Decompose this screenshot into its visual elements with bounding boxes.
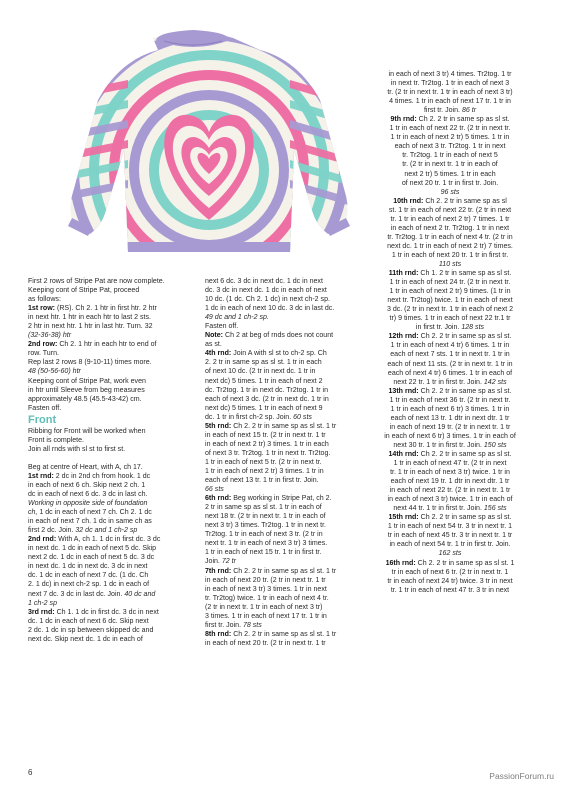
- rnd4-line: 2. 2 tr in same sp as sl st. 1 tr in each: [205, 359, 322, 367]
- rnd13-line: each of next 13 tr. 1 dtr in next dtr. 1 tr: [390, 414, 510, 422]
- rnd13-label: 13th rnd:: [388, 387, 419, 395]
- rnd3-cont-line: 1 dc in each of next 10 dc. 3 dc in last dc.: [205, 305, 335, 313]
- note-line: as st.: [205, 341, 222, 349]
- repeat-line: Rep last 2 rows 8 (9-10-11) times more.: [28, 359, 152, 367]
- rnd1-text: 1 dc in each of next 7 ch. Ch 2. 1 dc: [37, 509, 152, 517]
- begin-line: Beg at centre of Heart, with A, ch 17.: [28, 463, 143, 471]
- rnd7-text: Ch 2. 2 tr in same sp as sl st. 1 tr: [231, 567, 337, 575]
- rnd13-text: Ch 2. 2 tr in same sp as sl st.: [418, 387, 512, 395]
- repeat-line: in htr until Sleeve from beg measures: [28, 386, 145, 394]
- column-right: [369, 70, 531, 595]
- front-line: Ribbing for Front will be worked when: [28, 427, 146, 435]
- section-heading-front: Front: [28, 413, 57, 426]
- rnd3-cont-line: 10 dc. (1 dc. Ch 2. 1 dc) in next ch-2 sp.: [205, 296, 330, 304]
- rnd8-cont-line: tr. (2 tr in next tr. 1 tr in each of next 3 tr): [387, 89, 513, 97]
- rnd4-line: of next 10 dc. (2 tr in next dc. 1 tr in: [205, 368, 316, 376]
- rnd2-count: 40 dc and: [124, 590, 156, 598]
- rnd7-count: 78 sts: [242, 621, 262, 629]
- rnd10-count: 110 sts: [438, 260, 462, 268]
- rnd12-text: next 22 tr. 1 tr in first tr. Join.: [393, 378, 484, 386]
- rnd3-label: 3rd rnd:: [28, 608, 55, 616]
- rnd8-text: Ch 2. 2 tr in same sp as sl st. 1 tr: [231, 630, 337, 638]
- rnd15-text: Ch 2. 2 tr in same sp as sl st.: [418, 514, 512, 522]
- rnd6-line: next tr. 1 tr in each of next 3 tr) 3 times.: [205, 540, 328, 548]
- rnd2-line: in next dc. 1 dc in next dc. 3 dc in next: [28, 563, 148, 571]
- rnd12-text: Ch 2. 2 tr in same sp as sl st.: [418, 333, 512, 341]
- rnd9-line: tr. Tr2tog. 1 tr in each of next 5: [402, 152, 498, 160]
- rnd13-text: next 30 tr. 1 tr in first tr. Join.: [393, 441, 484, 449]
- rnd2-line: next 2 dc. 1 dc in each of next 5 dc. 3 dc: [28, 554, 155, 562]
- rnd5-line: in each of next 2 tr) 3 times. 1 tr in each: [205, 440, 329, 448]
- rnd9-line: tr. (2 tr in next tr. 1 tr in each of: [402, 161, 498, 169]
- rnd7-line: [205, 567, 361, 576]
- rnd12-line: 1 tr in each of next 4 tr) 6 times. 1 tr in: [390, 342, 510, 350]
- rnd2-count: 1 ch-2 sp: [28, 599, 57, 607]
- rnd10-line: next dc. 1 tr in each of next 2 tr) 7 times.: [387, 242, 513, 250]
- rnd2-text: With A, ch 1. 1 dc in first dc. 3 dc: [56, 536, 161, 544]
- rnd8-count: 86 tr: [461, 107, 477, 115]
- watermark: PassionForum.ru: [489, 771, 554, 781]
- rnd12-line: [369, 332, 531, 341]
- rnd4-text: Join A with sl st to ch-2 sp. Ch: [231, 350, 327, 358]
- rnd11-text: in first tr. Join.: [415, 324, 462, 332]
- rnd6-line: next 3 tr) 3 times. Tr2tog. 1 tr in next tr.: [205, 522, 327, 530]
- rnd7-line: in each of next 3 tr) 3 times. 1 tr in next: [205, 585, 327, 593]
- rnd13-line: [369, 387, 531, 396]
- rnd7-line: in each of next 20 tr. (2 tr in next tr. 1 tr: [205, 576, 326, 584]
- rnd4-line: dc. Tr2tog. 1 tr in next dc. Tr2tog. 1 tr in: [205, 386, 328, 394]
- rnd2-text: next 7 dc. 3 dc in last dc. Join.: [28, 590, 125, 598]
- rnd9-line: each of next 3 tr. Tr2tog. 1 tr in next: [394, 143, 506, 151]
- rnd6-text: Join.: [205, 558, 222, 566]
- note-label: Note:: [205, 332, 224, 340]
- rnd13-line: 1 tr in each of next 36 tr. (2 tr in next tr.: [389, 396, 511, 404]
- rnd12-line: each of next 11 sts. (2 tr in next tr. 1 tr in: [387, 360, 513, 368]
- rnd6-text: Beg working in Stripe Pat, ch 2.: [231, 495, 332, 503]
- rnd15-line: [369, 513, 531, 522]
- rnd1-text: first 2 dc. Join.: [28, 527, 76, 535]
- column-middle: [205, 277, 361, 648]
- rnd9-line: 1 tr in each of next 2 tr) 5 times. 1 tr in: [390, 134, 510, 142]
- column-left: [28, 277, 198, 644]
- rnd16-line: tr in each of next 24 tr) twice. 3 tr in next: [387, 577, 513, 585]
- rnd1-line: dc in each of next 6 dc. 3 dc in last ch.: [28, 490, 148, 498]
- rnd2-line: [28, 590, 198, 599]
- rnd12-line: each of next 4 tr) 6 times. 1 tr in each of: [387, 369, 513, 377]
- rnd10-label: 10th rnd:: [393, 197, 424, 205]
- rnd4-text: dc. 1 tr in first ch-2 sp. Join.: [205, 413, 294, 421]
- rnd14-line: [369, 504, 531, 513]
- intro-line: Keeping cont of Stripe Pat, proceed: [28, 287, 140, 295]
- rnd16-text: Ch 2. 2 tr in same sp as sl st. 1: [415, 559, 515, 567]
- rnd1-line: in each of next 6 ch. Skip next 2 ch. 1: [28, 481, 146, 489]
- rnd13-count: 150 sts: [483, 441, 507, 449]
- rnd13-line: in each of next 6 tr) 3 times. 1 tr in each of: [384, 432, 516, 440]
- rnd16-line: [369, 559, 531, 568]
- row1-text: (RS). Ch 2. 1 htr in first htr. 2 htr: [55, 305, 157, 313]
- row2-text: Ch 2. 1 htr in each htr to end of: [57, 341, 157, 349]
- rnd1-text: 2 dc in 2nd ch from hook. 1 dc: [53, 472, 151, 480]
- rnd6-line: Tr2tog. 1 tr in each of next 3 tr. (2 tr in: [205, 531, 323, 539]
- rnd11-text: Ch 1. 2 tr in same sp as sl st.: [418, 270, 512, 278]
- rnd13-line: 1 tr in each of next 6 tr) 3 times. 1 tr in: [390, 405, 510, 413]
- rnd4-line: each of next 3 dc. (2 tr in next dc. 1 tr in: [205, 395, 329, 403]
- front-line: Front is complete.: [28, 436, 85, 444]
- rnd14-label: 14th rnd:: [388, 450, 419, 458]
- rnd9-count: 96 sts: [440, 188, 460, 196]
- rnd2-line: dc. 1 dc in each of next 7 dc. (1 dc. Ch: [28, 572, 149, 580]
- rnd14-text: Ch 2. 2 tr in same sp as sl st.: [418, 450, 512, 458]
- rnd8-line: [205, 630, 361, 639]
- rnd11-line: 3 dc. (2 tr in next tr. 1 tr in each of next 2: [386, 306, 514, 314]
- rnd6-count: 72 tr: [221, 558, 236, 566]
- rnd3-cont-line: next 6 dc. 3 dc in next dc. 1 dc in next: [205, 278, 323, 285]
- page-number: 6: [28, 768, 33, 777]
- rnd8-label: 8th rnd:: [205, 630, 232, 638]
- rnd11-line: 1 tr in each of next 24 tr. (2 tr in next tr.: [389, 279, 511, 287]
- rnd5-line: 1 tr in each of next 2 tr) 3 times. 1 tr in: [205, 467, 324, 475]
- rnd7-text: first tr. Join.: [205, 621, 243, 629]
- rnd11-line: 1 tr in each of next 2 tr) 9 times. (1 tr in: [389, 288, 511, 296]
- rnd6-line: 2 tr in same sp as sl st. 1 tr in each of: [205, 504, 322, 512]
- rnd13-line: [369, 441, 531, 450]
- rnd12-line: [369, 378, 531, 387]
- rnd1-line: in each of next 7 ch. 1 dc in same ch as: [28, 518, 152, 526]
- rnd8-text: first tr. Join.: [423, 107, 462, 115]
- rnd12-label: 12th rnd:: [388, 333, 419, 341]
- row1-line: 2 htr in next htr. 1 htr in last htr. Turn. 32: [28, 323, 153, 331]
- rnd5-text: Ch 2. 2 tr in same sp as sl st. 1 tr: [231, 422, 337, 430]
- rnd10-line: in each of next 2 tr. Tr2tog. 1 tr in next: [390, 224, 510, 232]
- rnd10-line: tr. Tr2tog. 1 tr in each of next 4 tr. (2 tr in: [387, 233, 513, 241]
- rnd9-label: 9th rnd:: [390, 116, 417, 124]
- rnd14-line: [369, 450, 531, 459]
- rnd14-line: tr. 1 tr in each of next 3 tr) twice. 1 tr in: [390, 469, 510, 477]
- rnd7-label: 7th rnd:: [205, 567, 232, 575]
- rnd10-text: Ch 2. 2 tr in same sp as sl: [423, 197, 507, 205]
- rnd4-line: next dc) 5 times. 1 tr in each of next 2: [205, 377, 323, 385]
- sweater-photo: [28, 20, 358, 270]
- rnd15-line: 1 tr in each of next 54 tr. 3 tr in next tr. 1: [387, 523, 513, 531]
- rnd10-line: [369, 197, 531, 206]
- note-line: [205, 331, 361, 340]
- rnd8-line: in each of next 20 tr. (2 tr in next tr. 1 tr: [205, 639, 326, 647]
- rnd4-line: [205, 413, 361, 422]
- row2-line: [28, 340, 198, 349]
- rnd11-label: 11th rnd:: [388, 270, 419, 278]
- fasten-off: Fasten off.: [205, 323, 239, 331]
- rnd15-line: tr in each of next 45 tr. 3 tr in next tr. 1 tr: [387, 532, 513, 540]
- rnd9-line: 1 tr in each of next 22 tr. (2 tr in next tr.: [389, 125, 511, 133]
- rnd1-line: Working in opposite side of foundation: [28, 500, 148, 508]
- repeat-line: Keeping cont of Stripe Pat, work even: [28, 377, 146, 385]
- rnd5-label: 5th rnd:: [205, 422, 232, 430]
- rnd14-line: in each of next 22 tr. (2 tr in next tr. 1 tr: [389, 487, 511, 495]
- rnd13-line: in each of next 19 tr. (2 tr in next tr. 1 tr: [389, 423, 511, 431]
- rnd16-label: 16th rnd:: [385, 559, 416, 567]
- rnd14-text: next 44 tr. 1 tr in first tr. Join.: [393, 505, 484, 513]
- rnd5-line: each of next 13 tr. 1 tr in first tr. Join.: [205, 477, 319, 485]
- rnd14-line: 1 tr in each of next 47 tr. (2 tr in next: [393, 460, 507, 468]
- rnd12-line: each of next 7 sts. 1 tr in next tr. 1 tr in: [390, 351, 510, 359]
- rnd1-line: [28, 526, 198, 535]
- rnd1-italic: ch,: [28, 509, 38, 517]
- row1-line: in next htr. 1 htr in each htr to last 2 sts.: [28, 314, 151, 322]
- rnd7-line: (2 tr in next tr. 1 tr in each of next 3 tr): [205, 603, 323, 611]
- rnd12-count: 142 sts: [483, 378, 507, 386]
- rnd3-line: dc. 1 dc in each of next 6 dc. Skip next: [28, 617, 149, 625]
- rnd14-line: in each of next 3 tr) twice. 1 tr in each of: [387, 496, 513, 504]
- rnd7-line: [205, 621, 361, 630]
- row1-line: [28, 304, 198, 313]
- row2-label: 2nd row:: [28, 341, 58, 349]
- rnd11-line: tr) 9 times. 1 tr in each of next 22 tr.1 tr: [389, 315, 511, 323]
- rnd10-line: tr. 1 tr in each of next 2 tr) 7 times. 1 tr: [390, 215, 510, 223]
- rnd5-count: 66 sts: [205, 486, 224, 494]
- rnd2-label: 2nd rnd:: [28, 536, 57, 544]
- rnd15-line: in each of next 54 tr. 1 tr in first tr. Join.: [389, 541, 511, 549]
- row1-label: 1st row:: [28, 305, 56, 313]
- rnd5-line: in each of next 15 tr. (2 tr in next tr. 1 tr: [205, 431, 326, 439]
- rnd5-line: of next 3 tr. Tr2tog. 1 tr in next tr. Tr2tog.: [205, 449, 331, 457]
- rnd10-line: 1 tr in each of next 20 tr. 1 tr in first tr.: [391, 251, 509, 259]
- rnd14-line: each of next 19 tr. 1 dtr in next dtr. 1 tr: [390, 478, 510, 486]
- rnd5-line: [205, 422, 361, 431]
- rnd4-count: 60 sts: [293, 413, 312, 421]
- rnd9-line: next 2 tr) 5 times. 1 tr in each: [404, 170, 496, 178]
- rnd6-label: 6th rnd:: [205, 495, 232, 503]
- rnd9-text: Ch 2. 2 tr in same sp as sl st.: [416, 116, 510, 124]
- rnd3-text: Ch 1. 1 dc in first dc. 3 dc in next: [54, 608, 159, 616]
- rnd6-line: 1 tr in each of next 15 tr. 1 tr in first tr.: [205, 549, 322, 557]
- rnd11-line: [369, 269, 531, 278]
- rnd15-label: 15th rnd:: [388, 514, 419, 522]
- rnd3-count: 49 dc and 1 ch-2 sp.: [205, 314, 269, 322]
- rnd2-line: [28, 535, 198, 544]
- rnd3-line: 2 dc. 1 dc in sp between skipped dc and: [28, 626, 154, 634]
- front-line: Join all rnds with sl st to first st.: [28, 445, 126, 453]
- rnd10-line: st. 1 tr in each of next 22 tr. (2 tr in next: [388, 206, 512, 214]
- rnd1-label: 1st rnd:: [28, 472, 54, 480]
- rnd2-line: in next dc. 1 dc in each of next 5 dc. Skip: [28, 545, 157, 553]
- rnd1-line: [28, 472, 198, 481]
- rnd14-count: 156 sts: [483, 505, 507, 513]
- intro-line: First 2 rows of Stripe Pat are now complete.: [28, 278, 165, 285]
- rnd9-line: of next 20 tr. 1 tr in first tr. Join.: [401, 179, 499, 187]
- rnd1-count: 32 dc and 1 ch-2 sp: [75, 527, 138, 535]
- row1-count: (32-36-38) htr: [28, 332, 72, 340]
- rnd6-line: next 18 tr. (2 tr in next tr. 1 tr in each of: [205, 513, 326, 521]
- rnd3-line: next dc. Skip next dc. 1 dc in each of: [28, 635, 143, 643]
- repeat-line: approximately 48.5 (45.5-43-42) cm.: [28, 395, 142, 403]
- rnd3-line: [28, 608, 198, 617]
- rnd5-line: 1 tr in each of next 5 tr. (2 tr in next tr.: [205, 458, 322, 466]
- rnd8-cont-line: [369, 106, 531, 115]
- rnd9-line: [369, 115, 531, 124]
- rnd1-line: [28, 508, 198, 517]
- rnd7-line: tr. Tr2tog) twice. 1 tr in each of next 4 tr.: [205, 594, 329, 602]
- row2-line: row. Turn.: [28, 350, 59, 358]
- rnd2-line: 2. 1 dc) in next ch-2 sp. 1 dc in each of: [28, 581, 150, 589]
- intro-line: as follows:: [28, 296, 61, 304]
- rnd11-line: next tr. Tr2tog) twice. 1 tr in each of next: [387, 297, 513, 305]
- rnd8-cont-line: in each of next 3 tr) 4 times. Tr2tog. 1 tr: [388, 71, 512, 78]
- rnd8-cont-line: 4 times. 1 tr in each of next 17 tr. 1 tr in: [389, 98, 511, 106]
- rnd7-line: 3 times. 1 tr in each of next 17 tr. 1 tr in: [205, 612, 327, 620]
- rnd4-label: 4th rnd:: [205, 350, 232, 358]
- rnd11-line: [369, 323, 531, 332]
- rnd6-line: [205, 557, 361, 566]
- rnd15-count: 162 sts: [438, 550, 462, 558]
- rnd4-line: [205, 349, 361, 358]
- rnd16-line: tr in each of next 6 tr. (2 tr in next tr. 1: [391, 568, 509, 576]
- repeat-count: 48 (50-56-60) htr: [28, 368, 81, 376]
- rnd8-cont-line: in next tr. Tr2tog. 1 tr in each of next 3: [390, 80, 510, 88]
- repeat-line: Fasten off.: [28, 404, 62, 412]
- rnd3-cont-line: dc. 3 dc in next dc. 1 dc in each of next: [205, 287, 327, 295]
- rnd4-line: next dc) 5 times. 1 tr in each of next 9: [205, 404, 323, 412]
- rnd6-line: [205, 494, 361, 503]
- rnd11-count: 128 sts: [461, 324, 485, 332]
- note-text: Ch 2 at beg of rnds does not count: [223, 332, 334, 340]
- rnd16-line: tr. 1 tr in each of next 47 tr. 3 tr in next: [390, 586, 510, 594]
